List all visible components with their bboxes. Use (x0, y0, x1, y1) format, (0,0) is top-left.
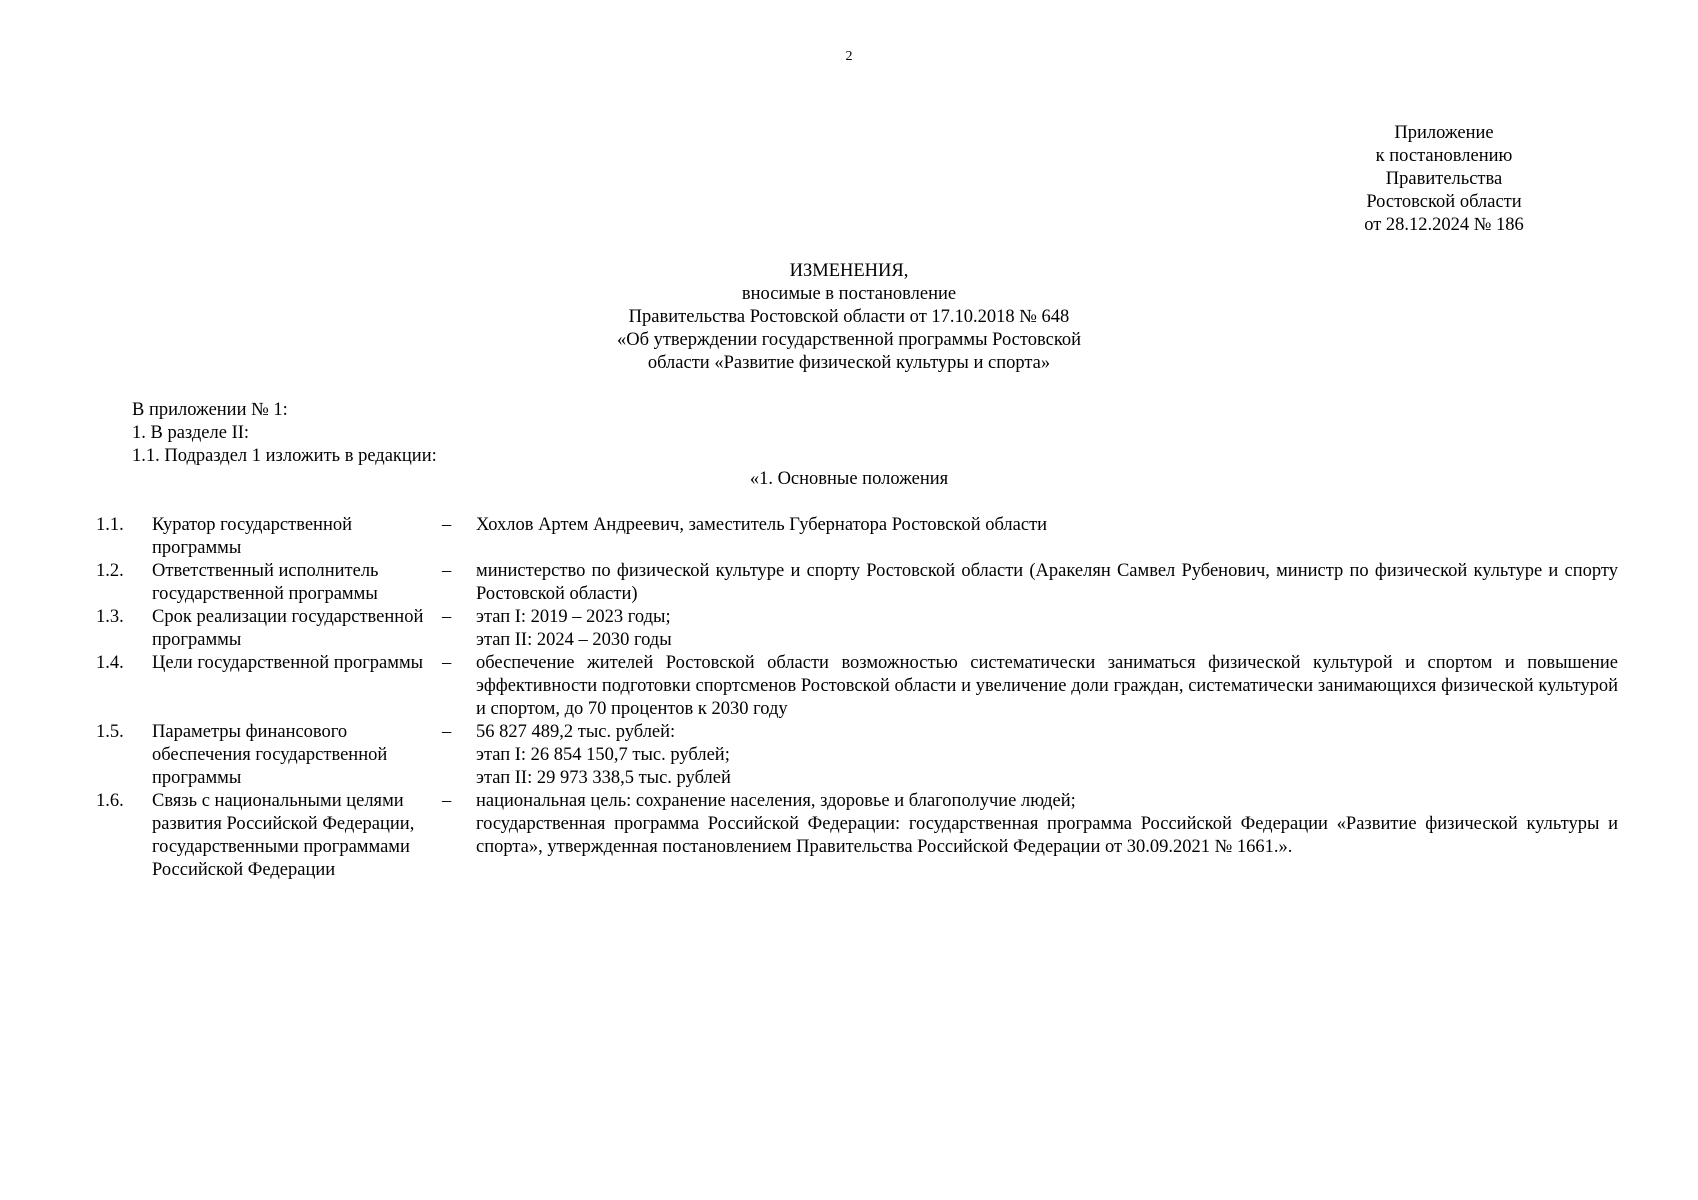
row-parameter-name: Куратор государственной программы (152, 515, 352, 558)
row-value-line: обеспечение жителей Ростовской области возможностью систематически заниматься физической культурой и спортом и повышение эффективности подготовки спортсменов Ростовской области и увеличение доли граждан, систематически занимающихся физической культурой и спортом, до 70 процентов к 2030 году (476, 653, 1618, 719)
row-parameter-name: Цели государственной программы (152, 653, 424, 673)
passport-row (96, 721, 1618, 790)
passport-row (96, 790, 1618, 882)
row-value-line: министерство по физической культуре и спорту Ростовской области (Аракелян Самвел Рубенович, министр по физической культуре и спорту Ростовской области) (476, 561, 1618, 604)
row-number: 1.5. (96, 722, 124, 742)
title-line: «Об утверждении государственной программы Ростовской (616, 330, 1082, 350)
document-title (0, 260, 1698, 375)
passport-table-body (96, 514, 1618, 882)
title-line: области «Развитие физической культуры и спорта» (647, 353, 1051, 373)
passport-row (96, 514, 1618, 560)
row-value (476, 790, 1618, 882)
title-line: Правительства Ростовской области от 17.10.2018 № 648 (628, 307, 1070, 327)
appendix-line: Правительства (1385, 169, 1503, 189)
appendix-line: Ростовской области (1366, 192, 1522, 212)
passport-row (96, 560, 1618, 606)
row-parameter-name: Срок реализации государственной программы (152, 607, 424, 650)
row-value (476, 560, 1618, 606)
row-number: 1.4. (96, 653, 124, 673)
row-dash: – (442, 653, 452, 673)
appendix-line: к постановлению (1375, 146, 1513, 166)
row-value-line: этап II: 2024 – 2030 годы (476, 630, 672, 650)
row-value-line: этап II: 29 973 338,5 тыс. рублей (476, 768, 731, 788)
row-value (476, 514, 1618, 560)
row-dash: – (442, 607, 452, 627)
row-value-line: государственная программа Российской Федерации: государственная программа Российской Федерации «Развитие физической культуры и спорта», утвержденная постановлением Правительства Российской Федерации от 30.09.2021 № 1661.». (476, 814, 1618, 857)
intro-line: 1.1. Подраздел 1 изложить в редакции: (132, 446, 437, 466)
row-parameter-name: Связь с национальными целями развития Российской Федерации, государственными программами Российской Федерации (152, 791, 415, 880)
title-line: вносимые в постановление (741, 284, 957, 304)
appendix-line: от 28.12.2024 № 186 (1364, 215, 1524, 235)
row-value-line: национальная цель: сохранение населения, здоровье и благополучие людей; (476, 791, 1076, 811)
row-number: 1.6. (96, 791, 124, 811)
row-dash: – (442, 791, 452, 811)
intro-line: 1. В разделе II: (132, 423, 250, 443)
row-value (476, 606, 1618, 652)
row-value (476, 652, 1618, 721)
row-number: 1.3. (96, 607, 124, 627)
row-number: 1.1. (96, 515, 124, 535)
row-dash: – (442, 722, 452, 742)
passport-table (96, 514, 1618, 882)
row-dash: – (442, 515, 452, 535)
intro-line: В приложении № 1: (132, 400, 288, 420)
row-value-line: 56 827 489,2 тыс. рублей: (476, 722, 676, 742)
row-value (476, 721, 1618, 790)
row-value-line: этап I: 2019 – 2023 годы; (476, 607, 671, 627)
row-value-line: Хохлов Артем Андреевич, заместитель Губернатора Ростовской области (476, 515, 1048, 535)
row-value-line: этап I: 26 854 150,7 тыс. рублей; (476, 745, 730, 765)
row-parameter-name: Параметры финансового обеспечения государственной программы (152, 722, 388, 788)
subsection-title: «1. Основные положения (749, 469, 949, 489)
row-parameter-name: Ответственный исполнитель государственной программы (152, 561, 379, 604)
passport-row (96, 606, 1618, 652)
intro-paragraphs (132, 399, 437, 468)
appendix-line: Приложение (1394, 123, 1494, 143)
row-dash: – (442, 561, 452, 581)
appendix-block (1334, 122, 1554, 237)
passport-row (96, 652, 1618, 721)
title-heading: ИЗМЕНЕНИЯ, (789, 261, 909, 281)
page-number: 2 (845, 49, 853, 64)
row-number: 1.2. (96, 561, 124, 581)
